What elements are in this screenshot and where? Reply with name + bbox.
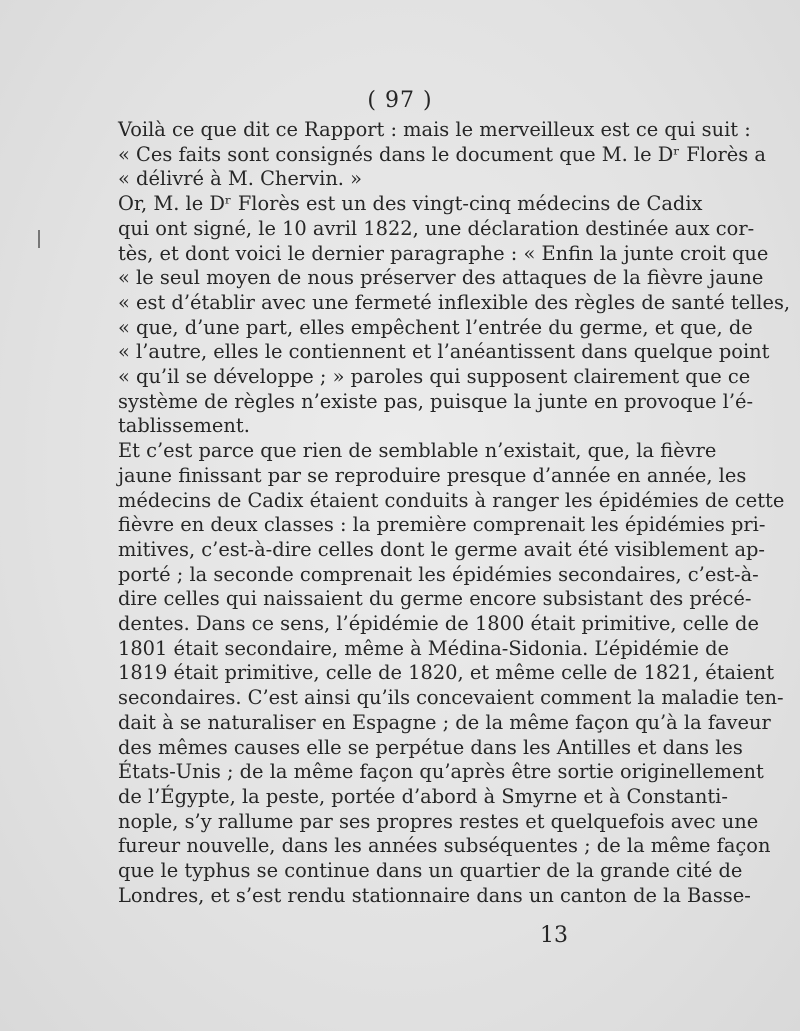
text-line: tablissement. [118, 414, 250, 438]
text-line: Voilà ce que dit ce Rapport : mais le merveilleux est ce qui suit : [118, 118, 751, 141]
text-line: « qu’il se développe ; » paroles qui supposent clairement que ce [118, 365, 751, 389]
text-line: Londres, et s’est rendu stationnaire dans un canton de la Basse- [118, 883, 751, 907]
text-line: jaune finissant par se reproduire presque d’année en année, les [118, 463, 747, 487]
text-line: dentes. Dans ce sens, l’épidémie de 1800 était primitive, celle de [118, 612, 759, 636]
text-line: 1819 était primitive, celle de 1820, et même celle de 1821, étaient [118, 661, 775, 685]
text-line: dait à se naturaliser en Espagne ; de la même façon qu’à la faveur [118, 710, 771, 734]
text-line: « délivré à M. Chervin. » [118, 167, 362, 191]
text-line: Or, M. le Dʳ Florès est un des vingt-cinq médecins de Cadix [118, 192, 703, 216]
signature-mark: 13 [540, 923, 568, 948]
text-line: porté ; la seconde comprenait les épidémies secondaires, c’est-à- [118, 562, 759, 586]
text-line: mitives, c’est-à-dire celles dont le germe avait été visiblement ap- [118, 537, 765, 561]
text-line: 1801 était secondaire, même à Médina-Sidonia. L’épidémie de [118, 636, 729, 660]
text-line: « est d’établir avec une fermeté inflexible des règles de santé telles, [118, 290, 791, 314]
text-line: que le typhus se continue dans un quartier de la grande cité de [118, 859, 743, 883]
text-line: « le seul moyen de nous préserver des attaques de la fièvre jaune [118, 266, 764, 290]
margin-mark [38, 230, 40, 248]
text-line: fureur nouvelle, dans les années subséquentes ; de la même façon [118, 834, 771, 858]
text-line: États-Unis ; de la même façon qu’après être sortie originellement [118, 760, 764, 784]
text-line: des mêmes causes elle se perpétue dans les Antilles et dans les [118, 735, 743, 759]
text-line: système de règles n’existe pas, puisque la junte en provoque l’é- [118, 389, 754, 413]
text-line: Et c’est parce que rien de semblable n’existait, que, la fièvre [118, 439, 717, 463]
text-line: tès, et dont voici le dernier paragraphe : « Enfin la junte croit que [118, 241, 769, 265]
text-line: médecins de Cadix étaient conduits à ranger les épidémies de cette [118, 488, 785, 512]
text-line: fièvre en deux classes : la première comprenait les épidémies pri- [118, 513, 766, 537]
page-number: ( 97 ) [367, 88, 433, 113]
text-line: « Ces faits sont consignés dans le document que M. le Dʳ Florès a [118, 142, 766, 166]
text-line: qui ont signé, le 10 avril 1822, une déclaration destinée aux cor- [118, 216, 755, 240]
text-line: « l’autre, elles le contiennent et l’anéantissent dans quelque point [118, 340, 770, 364]
text-line: secondaires. C’est ainsi qu’ils concevaient comment la maladie ten- [118, 686, 784, 710]
text-line: dire celles qui naissaient du germe encore subsistant des précé- [118, 587, 752, 611]
body-text [118, 118, 791, 909]
text-line: de l’Égypte, la peste, portée d’abord à Smyrne et à Constanti- [118, 784, 728, 808]
text-line: « que, d’une part, elles empêchent l’entrée du germe, et que, de [118, 315, 753, 339]
text-line: nople, s’y rallume par ses propres restes et quelquefois avec une [118, 809, 759, 833]
